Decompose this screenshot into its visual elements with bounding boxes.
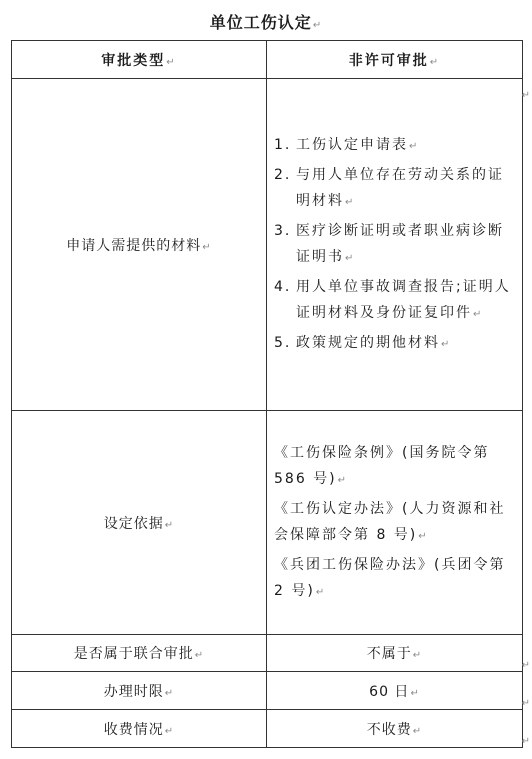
paragraph-mark-icon: ↵ bbox=[315, 586, 327, 598]
fees-label-cell bbox=[12, 710, 267, 748]
joint-value-cell bbox=[267, 635, 523, 672]
list-item-number: 4. bbox=[274, 278, 292, 295]
basis-list-cell bbox=[267, 411, 523, 635]
header-non-license-label: 非许可审批 bbox=[348, 52, 429, 69]
table-row-fees bbox=[12, 710, 523, 748]
time-limit-value-cell bbox=[267, 672, 523, 710]
paragraph-mark-icon: ↵ bbox=[521, 698, 530, 709]
table-header-row bbox=[12, 41, 523, 79]
time-limit-label: 办理时限 bbox=[103, 683, 164, 700]
list-item-number: 1. bbox=[274, 136, 292, 153]
materials-list-cell bbox=[267, 79, 523, 411]
joint-approval-label: 是否属于联合审批 bbox=[73, 646, 194, 662]
materials-label-cell bbox=[12, 79, 267, 411]
paragraph-mark-icon: ↵ bbox=[164, 725, 175, 737]
list-item bbox=[274, 330, 518, 358]
basis-label-cell bbox=[12, 411, 267, 635]
paragraph-mark-icon: ↵ bbox=[473, 308, 484, 320]
list-item-text: 与用人单位存在劳动关系的证明材料 bbox=[296, 166, 504, 209]
paragraph-mark-icon: ↵ bbox=[164, 519, 175, 531]
list-item-text: 政策规定的期他材料 bbox=[296, 334, 440, 351]
list-item bbox=[274, 496, 518, 550]
law-reference-text: 《工伤认定办法》(人力资源和社会保障部令第 8 号) bbox=[274, 500, 506, 543]
document-title bbox=[0, 10, 532, 33]
joint-label-cell bbox=[12, 635, 267, 672]
paragraph-mark-icon: ↵ bbox=[429, 56, 441, 68]
header-approval-type-label: 审批类型 bbox=[101, 52, 166, 69]
list-item-text-wrap bbox=[296, 162, 518, 216]
paragraph-mark-icon: ↵ bbox=[441, 338, 452, 350]
paragraph-mark-icon: ↵ bbox=[410, 687, 420, 699]
paragraph-mark-icon: ↵ bbox=[418, 530, 429, 542]
list-item-number: 5. bbox=[274, 334, 292, 351]
time-limit-label-cell bbox=[12, 672, 267, 710]
header-cell-non-license bbox=[267, 41, 523, 79]
time-limit-value: 60 日 bbox=[369, 683, 410, 700]
list-item-text-wrap bbox=[296, 330, 518, 358]
paragraph-mark-icon: ↵ bbox=[521, 660, 530, 671]
list-item-text-wrap bbox=[296, 274, 518, 328]
paragraph-mark-icon: ↵ bbox=[194, 650, 205, 661]
fees-label: 收费情况 bbox=[103, 721, 164, 738]
list-item-text: 医疗诊断证明或者职业病诊断证明书 bbox=[296, 222, 504, 265]
list-item-text: 用人单位事故调查报告;证明人证明材料及身份证复印件 bbox=[296, 278, 511, 321]
paragraph-mark-icon: ↵ bbox=[412, 650, 423, 661]
paragraph-mark-icon: ↵ bbox=[337, 474, 349, 486]
basis-label: 设定依据 bbox=[103, 515, 164, 532]
list-item bbox=[274, 218, 518, 272]
fees-value: 不收费 bbox=[366, 721, 412, 738]
paragraph-mark-icon: ↵ bbox=[164, 687, 175, 699]
approval-info-table bbox=[11, 40, 523, 748]
table-row-materials bbox=[12, 79, 523, 411]
fees-value-cell bbox=[267, 710, 523, 748]
list-item-text: 工伤认定申请表 bbox=[296, 136, 408, 153]
list-item-number: 3. bbox=[274, 222, 292, 239]
paragraph-mark-icon: ↵ bbox=[166, 56, 177, 68]
paragraph-mark-icon: ↵ bbox=[202, 241, 212, 253]
list-item bbox=[274, 132, 518, 160]
paragraph-mark-icon: ↵ bbox=[409, 140, 420, 152]
paragraph-mark-icon: ↵ bbox=[412, 725, 423, 737]
materials-label: 申请人需提供的材料 bbox=[66, 237, 202, 254]
paragraph-mark-icon: ↵ bbox=[521, 736, 530, 747]
joint-approval-value: 不属于 bbox=[366, 646, 412, 662]
paragraph-mark-icon: ↵ bbox=[345, 252, 356, 264]
header-cell-approval-type bbox=[12, 41, 267, 79]
law-reference-text: 《工伤保险条例》(国务院令第 586 号) bbox=[274, 444, 490, 487]
document-title-text: 单位工伤认定 bbox=[209, 13, 312, 32]
table-row-joint-approval bbox=[12, 635, 523, 672]
list-item bbox=[274, 440, 518, 494]
list-item-text-wrap bbox=[296, 218, 518, 272]
list-item bbox=[274, 274, 518, 328]
table-row-time-limit bbox=[12, 672, 523, 710]
table-row-basis bbox=[12, 411, 523, 635]
list-item-text-wrap bbox=[296, 132, 518, 160]
list-item-number: 2. bbox=[274, 166, 292, 183]
paragraph-mark-icon: ↵ bbox=[312, 20, 323, 31]
paragraph-mark-icon: ↵ bbox=[345, 196, 356, 208]
law-reference-text: 《兵团工伤保险办法》(兵团令第 2 号) bbox=[274, 556, 506, 599]
paragraph-mark-icon: ↵ bbox=[521, 90, 530, 101]
list-item bbox=[274, 552, 518, 606]
list-item bbox=[274, 162, 518, 216]
